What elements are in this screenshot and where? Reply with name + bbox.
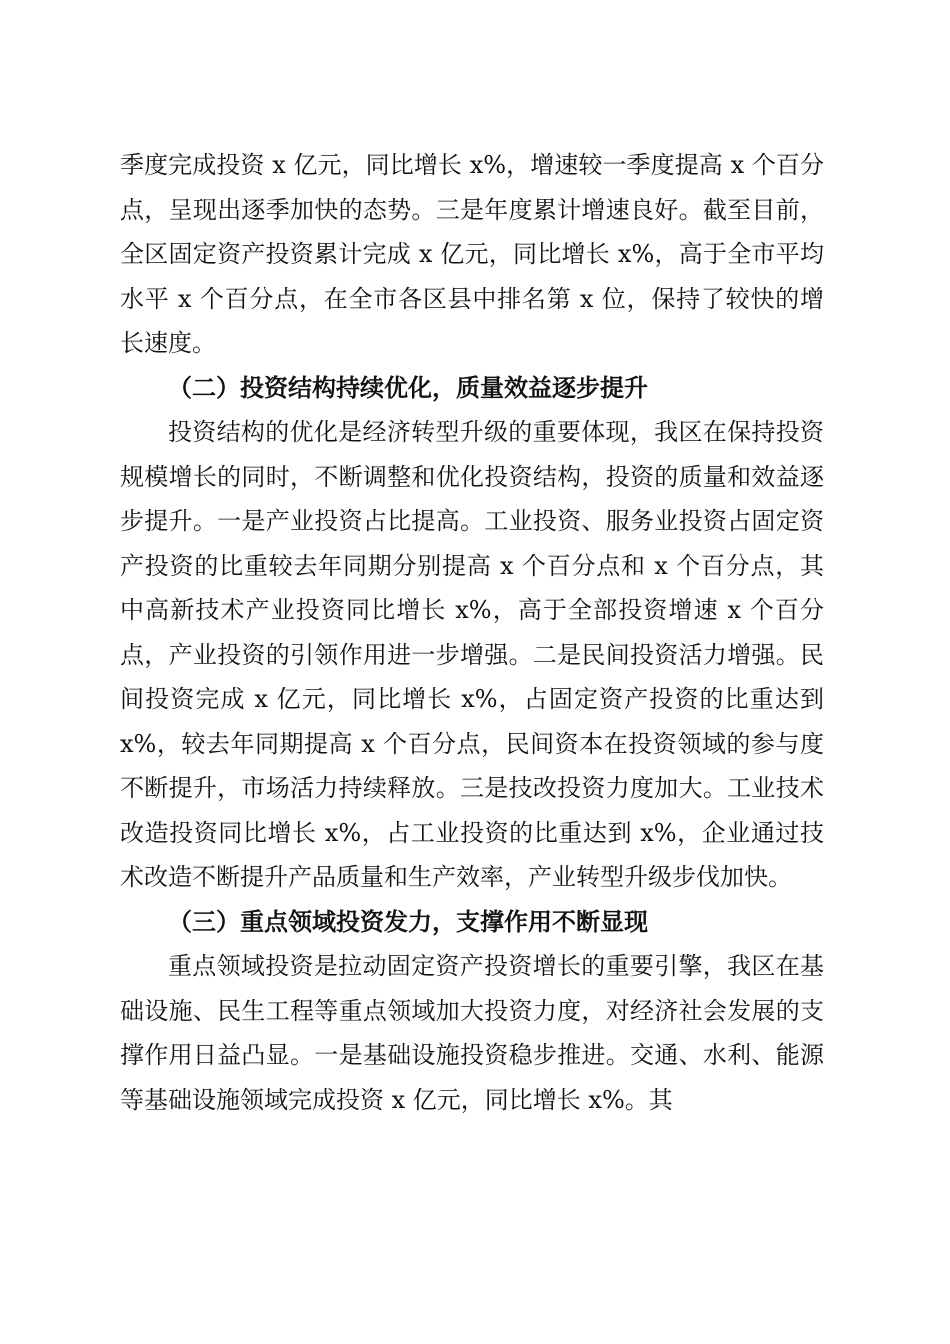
section-heading-2: （二）投资结构持续优化，质量效益逐步提升 [168,372,648,402]
paragraph-continued: 季度完成投资 x 亿元，同比增长 x%，增速较一季度提高 x 个百分点，呈现出逐季加快的态势。三是年度累计增速良好。截至目前，全区固定资产投资累计完成 x 亿元，同比增长 x%，高于全市平均水平 x 个百分点，在全市各区县中排名第 x 位，保持了较快的增长速度。 [120,151,824,357]
paragraph-key-areas: 重点领域投资是拉动固定资产投资增长的重要引擎，我区在基础设施、民生工程等重点领域加大投资力度，对经济社会发展的支撑作用日益凸显。一是基础设施投资稳步推进。交通、水利、能源等基础设施领域完成投资 x 亿元，同比增长 x%。其 [120,952,824,1114]
section-heading-3: （三）重点领域投资发力，支撑作用不断显现 [168,906,648,936]
document-body [120,143,824,1122]
paragraph-investment-structure: 投资结构的优化是经济转型升级的重要体现，我区在保持投资规模增长的同时，不断调整和优化投资结构，投资的质量和效益逐步提升。一是产业投资占比提高。工业投资、服务业投资占固定资产投资的比重较去年同期分别提高 x 个百分点和 x 个百分点，其中高新技术产业投资同比增长 x%，高于全部投资增速 x 个百分点，产业投资的引领作用进一步增强。二是民间投资活力增强。民间投资完成 x 亿元，同比增长 x%，占固定资产投资的比重达到 x%，较去年同期提高 x 个百分点，民间资本在投资领域的参与度不断提升，市场活力持续释放。三是技改投资力度加大。工业技术改造投资同比增长 x%，占工业投资的比重达到 x%，企业通过技术改造不断提升产品质量和生产效率，产业转型升级步伐加快。 [120,418,824,891]
